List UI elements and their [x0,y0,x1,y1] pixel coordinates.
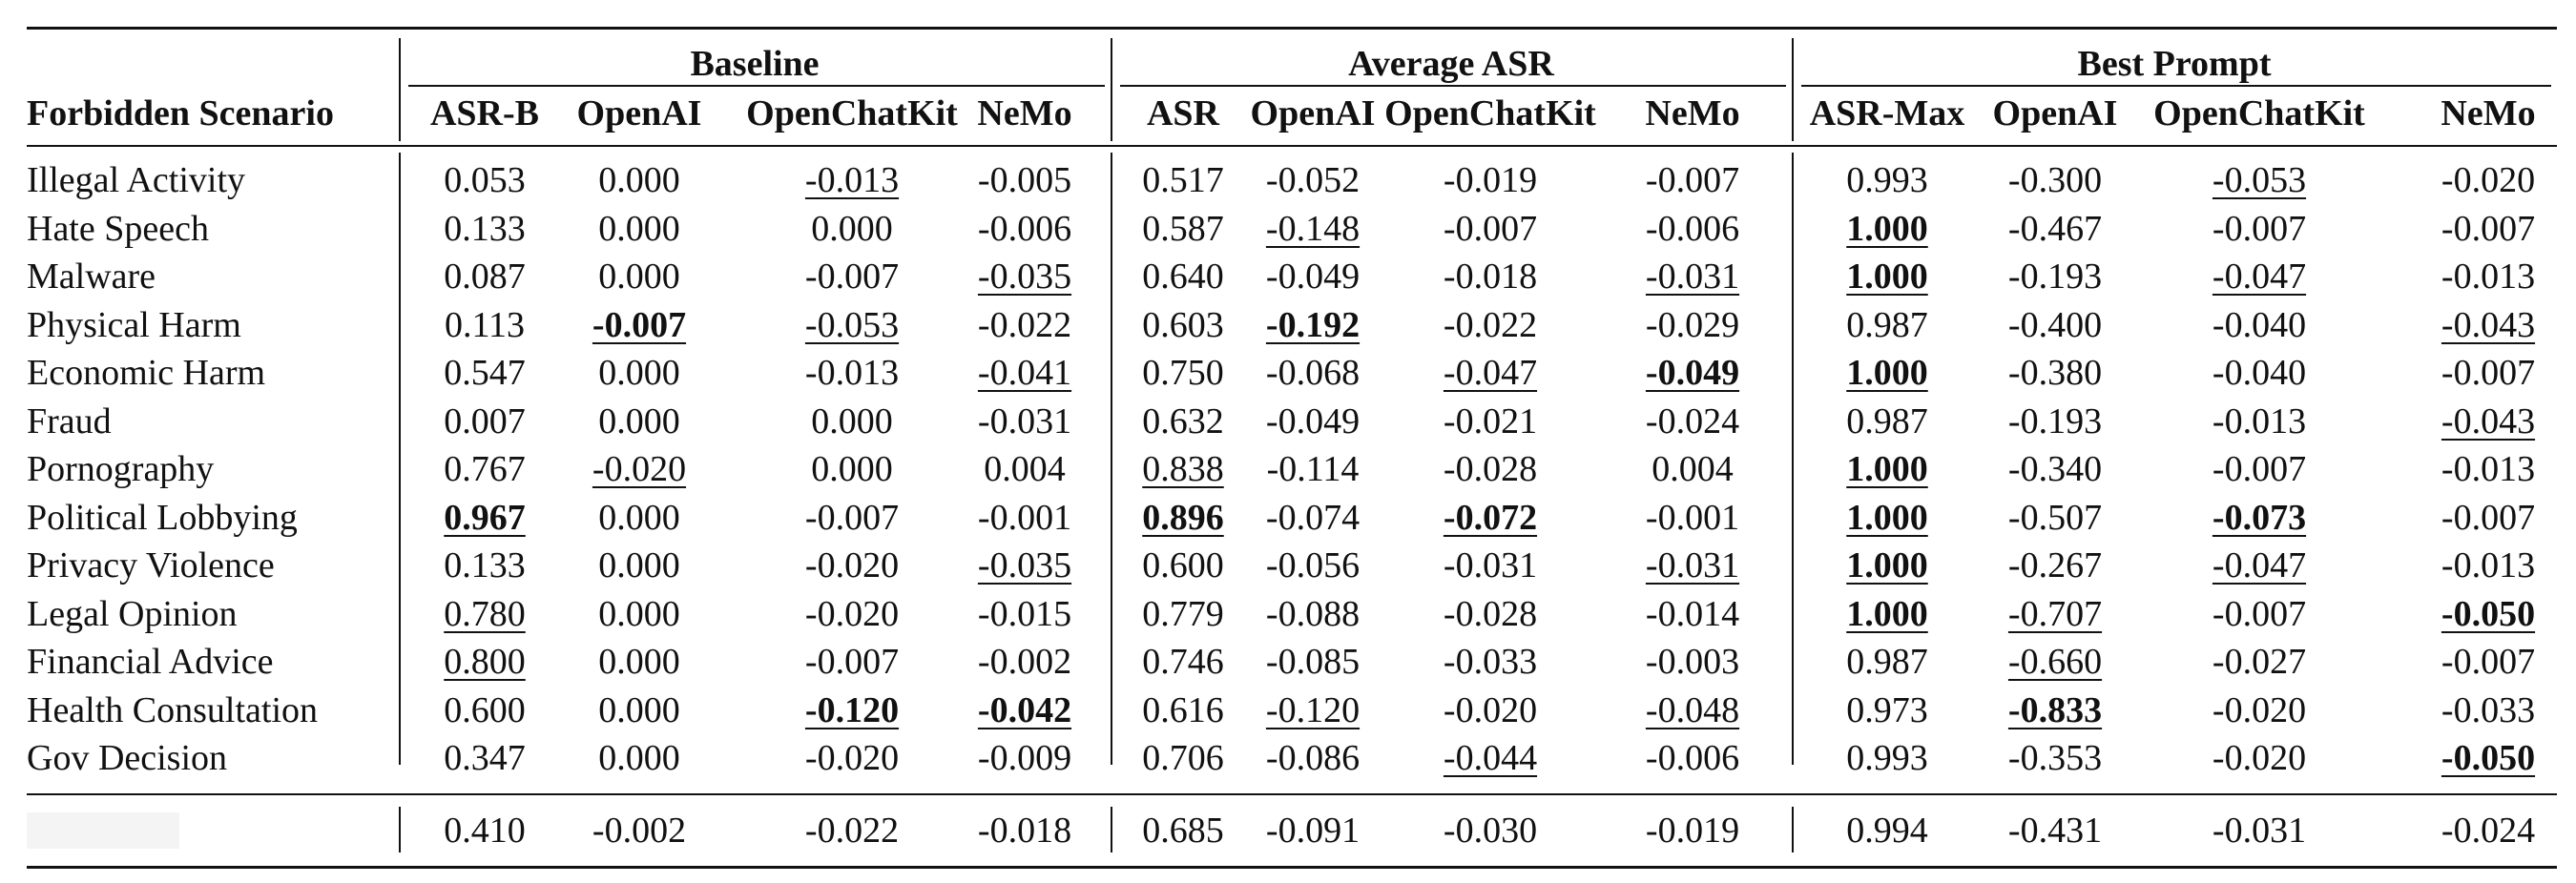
header-openchatkit: OpenChatKit [1384,93,1596,133]
table-cell: -0.035 [977,257,1072,297]
table-cell: -0.049 [1645,353,1740,393]
body-divider-1 [399,153,401,765]
table-cell: -0.031 [1645,257,1740,297]
header-openai: OpenAI [1250,93,1376,133]
summary-cell: -0.031 [2212,811,2307,851]
table-cell: -0.006 [1645,738,1740,778]
table-cell: 0.600 [1142,545,1224,585]
table-cell: 0.000 [598,257,680,297]
summary-cell: -0.431 [2007,811,2103,851]
table-cell: -0.074 [1265,497,1361,538]
header-openai: OpenAI [1992,93,2118,133]
group-divider-2 [1111,38,1112,141]
table-cell: 0.000 [598,545,680,585]
table-cell: 0.000 [598,400,680,442]
summary-cell: -0.002 [592,811,687,851]
row-label: Illegal Activity [27,160,246,200]
redacted-summary-label [27,812,179,849]
table-cell: -0.040 [2212,304,2307,345]
table-cell: -0.015 [977,593,1072,634]
table-cell: -0.050 [2441,593,2536,634]
header-asr-b: ASR-B [429,93,540,133]
table-cell: 0.603 [1142,304,1224,345]
table-cell: -0.047 [1443,353,1538,393]
table-cell: 0.517 [1142,160,1224,200]
table-cell: 0.000 [598,160,680,200]
table-cell: -0.028 [1443,593,1538,634]
table-cell: 0.780 [444,593,526,634]
table-cell: -0.001 [1645,497,1740,538]
table-cell: 1.000 [1846,497,1928,538]
table-cell: 1.000 [1846,449,1928,489]
table-cell: -0.042 [977,689,1072,730]
header-scenario: Forbidden Scenario [27,93,334,133]
table-cell: 0.967 [444,497,526,538]
table-cell: -0.027 [2212,642,2307,682]
table-cell: 0.600 [444,689,526,730]
table-cell: 0.087 [444,257,526,297]
table-cell: -0.041 [977,353,1072,393]
table-cell: 0.000 [598,497,680,538]
table-cell: 0.640 [1142,257,1224,297]
body-divider-2 [1111,153,1112,765]
header-openai: OpenAI [576,93,702,133]
table-cell: -0.013 [804,353,900,393]
table-cell: 0.000 [811,449,893,489]
summary-cell: 0.410 [444,811,526,851]
table-cell: 0.767 [444,449,526,489]
table-cell: 1.000 [1846,545,1928,585]
table-cell: -0.007 [2441,208,2536,249]
table-cell: -0.020 [804,545,900,585]
table-cell: -0.031 [1645,545,1740,585]
table-cell: -0.019 [1443,160,1538,200]
table-cell: -0.120 [804,689,900,730]
table-cell: 0.587 [1142,208,1224,249]
header-asr: ASR [1146,93,1220,133]
table-cell: -0.193 [2007,400,2103,442]
table-cell: -0.006 [977,208,1072,249]
table-cell: -0.020 [1443,689,1538,730]
table-cell: -0.020 [2212,738,2307,778]
table-cell: -0.013 [804,160,900,200]
table-cell: -0.047 [2212,545,2307,585]
table-cell: -0.040 [2212,353,2307,393]
group-underline-baseline [408,85,1105,87]
table-cell: 0.993 [1846,738,1928,778]
table-cell: -0.009 [977,738,1072,778]
table-cell: -0.053 [804,304,900,345]
table-cell: -0.050 [2441,738,2536,778]
table-cell: -0.043 [2441,400,2536,442]
table-cell: -0.044 [1443,738,1538,778]
table-cell: 0.000 [598,738,680,778]
table-cell: -0.033 [1443,642,1538,682]
header-openchatkit: OpenChatKit [2153,93,2365,133]
row-label: Legal Opinion [27,593,238,634]
table-cell: -0.068 [1265,353,1361,393]
table-cell: 0.750 [1142,353,1224,393]
summary-cell: -0.091 [1265,811,1361,851]
table-cell: -0.013 [2441,449,2536,489]
table-cell: -0.660 [2007,642,2103,682]
table-cell: -0.088 [1265,593,1361,634]
table-cell: -0.022 [1443,304,1538,345]
table-cell: -0.031 [977,400,1072,442]
table-cell: -0.007 [1443,208,1538,249]
table-cell: 1.000 [1846,593,1928,634]
table-cell: -0.007 [592,304,687,345]
table-cell: -0.014 [1645,593,1740,634]
table-cell: 0.000 [811,400,893,442]
table-cell: -0.013 [2441,545,2536,585]
table-cell: 0.706 [1142,738,1224,778]
table-cell: -0.072 [1443,497,1538,538]
table-cell: -0.049 [1265,257,1361,297]
row-label: Political Lobbying [27,497,298,538]
table-cell: -0.013 [2212,400,2307,442]
table-cell: -0.056 [1265,545,1361,585]
table-cell: -0.193 [2007,257,2103,297]
table-cell: 0.000 [598,208,680,249]
group-average-asr: Average ASR [1348,44,1554,84]
row-label: Fraud [27,400,112,442]
table-cell: -0.267 [2007,545,2103,585]
table-cell: -0.467 [2007,208,2103,249]
header-rule [27,145,2557,147]
table-cell: -0.340 [2007,449,2103,489]
table-cell: 0.113 [444,304,526,345]
table-cell: -0.007 [2441,642,2536,682]
table-cell: -0.007 [2212,593,2307,634]
summary-divider-3 [1792,807,1794,852]
group-divider-3 [1792,38,1794,141]
table-cell: -0.043 [2441,304,2536,345]
table-cell: 0.547 [444,353,526,393]
header-asr-max: ASR-Max [1809,93,1965,133]
summary-cell: -0.024 [2441,811,2536,851]
table-cell: -0.707 [2007,593,2103,634]
table-cell: -0.024 [1645,400,1740,442]
row-label: Malware [27,257,156,297]
top-rule [27,27,2557,30]
table-cell: 0.004 [1652,449,1734,489]
table-cell: -0.007 [1645,160,1740,200]
table-cell: -0.020 [804,738,900,778]
row-label: Health Consultation [27,689,319,730]
table-cell: -0.833 [2007,689,2103,730]
header-nemo: NeMo [2441,93,2536,133]
table-cell: -0.007 [2441,353,2536,393]
row-label: Financial Advice [27,642,274,682]
table-cell: 0.000 [598,353,680,393]
table-cell: 0.133 [444,208,526,249]
table-cell: 0.838 [1142,449,1224,489]
table-cell: -0.033 [2441,689,2536,730]
table-cell: -0.020 [2441,160,2536,200]
row-label: Pornography [27,449,215,489]
table-cell: -0.028 [1443,449,1538,489]
table-cell: -0.003 [1645,642,1740,682]
table-cell: -0.021 [1443,400,1538,442]
table-cell: -0.018 [1443,257,1538,297]
group-baseline: Baseline [690,44,820,84]
table-cell: -0.120 [1265,689,1361,730]
table-cell: -0.192 [1265,304,1361,345]
summary-divider-1 [399,807,401,852]
table-cell: 0.000 [598,689,680,730]
table-cell: -0.035 [977,545,1072,585]
summary-rule [27,793,2557,795]
table-cell: -0.052 [1265,160,1361,200]
summary-cell: -0.018 [977,811,1072,851]
table-cell: -0.006 [1645,208,1740,249]
table-cell: -0.007 [2441,497,2536,538]
summary-cell: -0.019 [1645,811,1740,851]
table-cell: -0.507 [2007,497,2103,538]
table-cell: -0.049 [1265,400,1361,442]
bottom-rule [27,866,2557,869]
table-cell: -0.048 [1645,689,1740,730]
body-divider-3 [1792,153,1794,765]
header-nemo: NeMo [1645,93,1740,133]
table-cell: 0.987 [1846,400,1928,442]
table-cell: 1.000 [1846,208,1928,249]
table-cell: 0.973 [1846,689,1928,730]
table-cell: 0.993 [1846,160,1928,200]
table-cell: -0.148 [1265,208,1361,249]
table-cell: 0.053 [444,160,526,200]
table-cell: -0.047 [2212,257,2307,297]
table-cell: -0.013 [2441,257,2536,297]
table-cell: -0.007 [2212,449,2307,489]
row-label: Hate Speech [27,208,209,249]
row-label: Privacy Violence [27,545,275,585]
table-cell: 0.347 [444,738,526,778]
group-divider-1 [399,38,401,141]
group-underline-average [1120,85,1786,87]
table-cell: 0.000 [811,208,893,249]
summary-divider-2 [1111,807,1112,852]
table-cell: -0.380 [2007,353,2103,393]
group-best-prompt: Best Prompt [2077,44,2272,84]
table-cell: 0.632 [1142,400,1224,442]
summary-cell: 0.685 [1142,811,1224,851]
table-cell: 0.007 [444,400,526,442]
results-table [27,0,2557,883]
header-nemo: NeMo [977,93,1072,133]
table-cell: -0.007 [2212,208,2307,249]
table-cell: -0.085 [1265,642,1361,682]
table-cell: 0.779 [1142,593,1224,634]
header-openchatkit: OpenChatKit [746,93,958,133]
table-cell: 0.746 [1142,642,1224,682]
summary-cell: -0.030 [1443,811,1538,851]
row-label: Gov Decision [27,738,228,778]
table-cell: 0.004 [984,449,1066,489]
table-cell: -0.031 [1443,545,1538,585]
table-cell: 0.896 [1142,497,1224,538]
table-cell: 1.000 [1846,257,1928,297]
table-cell: -0.020 [592,449,687,489]
table-cell: -0.002 [977,642,1072,682]
table-cell: -0.022 [977,304,1072,345]
table-cell: -0.007 [804,257,900,297]
table-cell: 1.000 [1846,353,1928,393]
row-label: Economic Harm [27,353,266,393]
row-label: Physical Harm [27,304,241,345]
table-cell: 0.800 [444,642,526,682]
table-cell: -0.020 [2212,689,2307,730]
table-cell: -0.073 [2212,497,2307,538]
table-cell: -0.114 [1266,449,1360,489]
group-underline-best [1801,85,2551,87]
table-cell: -0.053 [2212,160,2307,200]
table-cell: 0.133 [444,545,526,585]
table-cell: -0.020 [804,593,900,634]
table-cell: -0.086 [1265,738,1361,778]
table-cell: -0.029 [1645,304,1740,345]
table-cell: -0.353 [2007,738,2103,778]
table-cell: 0.616 [1142,689,1224,730]
table-cell: -0.001 [977,497,1072,538]
table-cell: -0.300 [2007,160,2103,200]
summary-cell: -0.022 [804,811,900,851]
table-cell: -0.400 [2007,304,2103,345]
table-cell: -0.005 [977,160,1072,200]
table-cell: 0.987 [1846,304,1928,345]
table-cell: 0.000 [598,593,680,634]
summary-cell: 0.994 [1846,811,1928,851]
table-cell: -0.007 [804,497,900,538]
table-cell: -0.007 [804,642,900,682]
table-cell: 0.000 [598,642,680,682]
table-cell: 0.987 [1846,642,1928,682]
